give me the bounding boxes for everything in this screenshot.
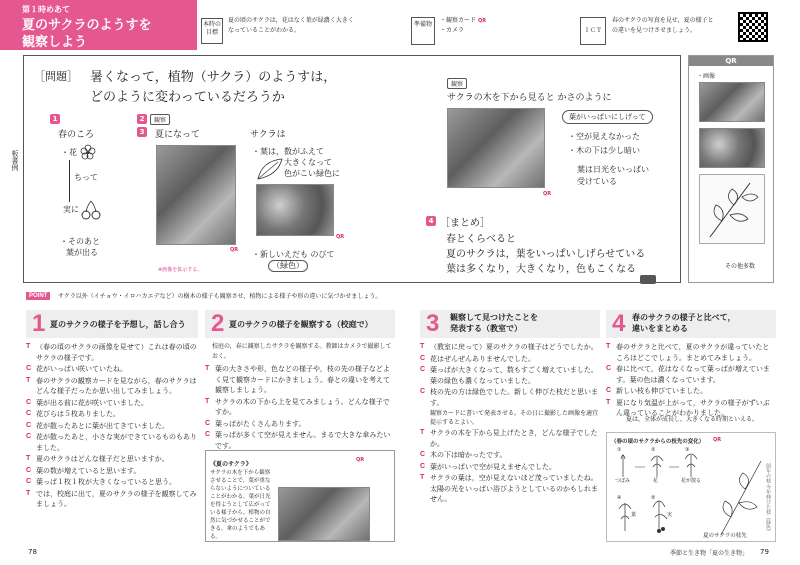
dim-label: ・木の下は少し暗い bbox=[568, 146, 640, 155]
speaker-label: C bbox=[26, 433, 32, 440]
fig-label-1: ① bbox=[617, 447, 622, 453]
dialogue-line bbox=[26, 466, 200, 477]
summer-tree-photo bbox=[156, 145, 236, 245]
summary-line-3: 葉は多くなり，大きくなり，色もこくなる bbox=[446, 264, 636, 275]
speaker-label: T bbox=[205, 365, 210, 372]
speaker-label: C bbox=[205, 431, 211, 438]
goal-text-2: なっていることがわかる。 bbox=[228, 27, 301, 34]
step-badge-4: 4 bbox=[426, 216, 436, 226]
prep-item-camera: ・カメラ bbox=[440, 27, 465, 34]
dialogue-line bbox=[420, 428, 600, 449]
point-label: POINT bbox=[26, 292, 50, 300]
speaker-label: C bbox=[420, 388, 426, 395]
observe-tag-2: 観察 bbox=[150, 114, 170, 125]
dialogue-line bbox=[26, 454, 200, 465]
dialogue-line bbox=[420, 387, 600, 408]
dialogue-line bbox=[606, 386, 776, 397]
dialogue-text: 春のサクラと比べて，夏のサクラが違っていたところはどこでしょう。まとめてみましょう。 bbox=[616, 343, 770, 362]
fig-sub-4: 葉 bbox=[631, 512, 637, 518]
dialogue-text: 葉っぱがたくさんあります。 bbox=[215, 419, 306, 428]
sky-label: ・空が見えなかった bbox=[568, 132, 640, 141]
teacher-note: 観察カードに書いて発表させる。その日に撮影した画像を適宜提示するとよい。 bbox=[430, 410, 599, 426]
qr-mark: QR bbox=[713, 437, 722, 443]
section-1-body bbox=[26, 342, 200, 511]
step-badge-2: 2 bbox=[137, 114, 147, 124]
section-3-title-1: 観察して見つけたことを bbox=[450, 313, 538, 322]
dialogue-line bbox=[26, 398, 200, 409]
qr-item-more: その他多数 bbox=[725, 263, 756, 270]
speaker-label: T bbox=[420, 343, 425, 350]
fig-label-5: ⑤ bbox=[651, 495, 656, 501]
dialogue-line bbox=[606, 342, 776, 363]
speaker-label: C bbox=[420, 354, 426, 362]
tree-note-bubble: 葉がいっぱいにしげって bbox=[562, 110, 653, 124]
dialogue-line bbox=[420, 473, 600, 505]
dialogue-line bbox=[606, 364, 776, 385]
tree-below-photo bbox=[447, 108, 545, 188]
section-4-title-2: 違いをまとめる bbox=[632, 324, 688, 333]
speaker-label: C bbox=[420, 451, 426, 458]
speaker-label: C bbox=[420, 462, 426, 470]
dialogue-line bbox=[26, 432, 200, 453]
dialogue-line bbox=[420, 450, 600, 461]
dialogue-text: では，校庭に出て，夏のサクラの様子を観察してみましょう。 bbox=[36, 489, 197, 508]
section-4-number: 4 bbox=[612, 310, 626, 337]
figure-drawing bbox=[611, 447, 773, 541]
dark-green-label: 色がこい緑色に bbox=[284, 169, 340, 178]
point-text: サクラ以外（イチョウ・イロハカエデなど）の樹木の様子も観察させ，植物による様子や形の違いに気づかせましょう。 bbox=[58, 293, 382, 300]
section-2-title: 夏のサクラの様子を観察する（校庭で） bbox=[229, 320, 373, 329]
speaker-label: C bbox=[26, 478, 32, 485]
speaker-label: C bbox=[26, 398, 32, 406]
qr-mark: QR bbox=[336, 234, 345, 240]
dialogue-line bbox=[26, 342, 200, 363]
dialogue-text: 春に比べて，花はなくなって葉っぱが増えています。葉の色は濃くなっています。 bbox=[616, 365, 770, 384]
dialogue-text: 花がいっぱい咲いていたね。 bbox=[36, 365, 127, 373]
dialogue-text: （教室に戻って）夏のサクラの様子はどうでしたか。 bbox=[430, 343, 598, 351]
lesson-title-2: 観察しよう bbox=[22, 35, 88, 50]
dialogue-line bbox=[420, 409, 600, 427]
dialogue-text: 木の下は暗かったです。 bbox=[430, 451, 507, 459]
speaker-label: T bbox=[26, 376, 31, 384]
speaker-label: C bbox=[205, 419, 211, 427]
section-2-intro: 校庭の，春に観察したサクラを観察する。教師はカメラで撮影しておく。 bbox=[212, 343, 392, 360]
dialogue-text: 春のサクラの観察カードを見ながら，春のサクラはどんな様子だったか思い出してみましょう。 bbox=[36, 376, 197, 395]
dialogue-line bbox=[420, 354, 600, 365]
speaker-label: C bbox=[420, 366, 426, 373]
dialogue-line bbox=[420, 342, 600, 353]
dialogue-text: サクラの木を下から見上げたとき，どんな様子でしたか。 bbox=[430, 429, 598, 448]
dialogue-text: 葉っぱが多くて空が見えません。まるで大きな傘みたいです。 bbox=[215, 431, 391, 450]
observe-tag: 観察 bbox=[447, 78, 467, 89]
step-badge-3: 3 bbox=[137, 127, 147, 137]
fig-side-label: 前年の枝 今年伸びた枝（緑色） bbox=[765, 463, 771, 535]
summary-label: ［まとめ］ bbox=[440, 218, 490, 229]
section-3-body bbox=[420, 342, 600, 506]
summer-sakura-box bbox=[205, 450, 395, 542]
sakura-is-label: サクラは bbox=[250, 130, 286, 140]
green-label: （緑色） bbox=[268, 260, 308, 272]
qr-thumb-2[interactable] bbox=[699, 128, 765, 168]
speaker-label: C bbox=[26, 466, 32, 474]
goal-label: 本時の目標 bbox=[201, 18, 223, 44]
photo-note: ※画像を拡示する。 bbox=[158, 267, 203, 273]
summer-title: 夏になって bbox=[155, 130, 201, 140]
qr-code-image[interactable] bbox=[738, 12, 768, 42]
dialogue-text: 新しい枝も伸びていました。 bbox=[616, 387, 707, 395]
speaker-label: T bbox=[26, 489, 31, 497]
dialogue-text: サクラの葉は，空が見えないほど茂っていましたね。太陽の光をいっぱい浴びようとしているのかもしれません。 bbox=[430, 474, 598, 503]
qr-thumb-1[interactable] bbox=[699, 82, 765, 122]
speaker-label: C bbox=[26, 365, 32, 372]
fig-caption: 夏のサクラの枝先 bbox=[703, 533, 747, 539]
fig-sub-1: つぼみ bbox=[615, 478, 631, 484]
section-3-title-2: 発表する（教室で） bbox=[450, 324, 522, 333]
leaf-icon bbox=[256, 157, 284, 181]
speaker-label: T bbox=[420, 474, 425, 481]
sun-label-1: 葉は日光をいっぱい bbox=[577, 165, 649, 174]
spring-title: 春のころ bbox=[58, 130, 95, 140]
dialogue-line bbox=[26, 364, 200, 375]
book-icon bbox=[640, 275, 656, 284]
box-tree-photo bbox=[278, 487, 370, 541]
scatter-label: ちって bbox=[74, 173, 98, 182]
section-4-body bbox=[606, 342, 776, 420]
branch-figure bbox=[606, 432, 776, 542]
dialogue-text: 花が散ったあとに葉が出てきていました。 bbox=[36, 421, 169, 430]
leaves-out-label: 葉が出る bbox=[66, 248, 98, 257]
leaves-closeup-photo bbox=[256, 184, 334, 236]
problem-label: ［問題］ bbox=[34, 70, 78, 83]
qr-mark: QR bbox=[477, 18, 487, 24]
section-1-number: 1 bbox=[32, 310, 46, 337]
after-label: ・そのあと bbox=[60, 237, 100, 246]
page-number-right: 79 bbox=[760, 548, 769, 556]
fig-sub-3: 花が散る bbox=[681, 478, 702, 484]
section-2-number: 2 bbox=[211, 310, 225, 337]
box-title: 《夏のサクラ》 bbox=[210, 461, 252, 468]
dialogue-text: 葉っぱが大きくなって，数もすごく増えていました。葉の緑色も濃くなっていました。 bbox=[430, 366, 598, 385]
qr-mark: QR bbox=[543, 191, 552, 197]
box-text: サクラの木を下から観察させることで，葉が重ならないようについていることがわかる。葉が日光を得ようとして広がっている様子から，植物の自然に気づかせることができる。傘のようでもある。 bbox=[210, 470, 271, 540]
dialogue-text: 夏のサクラはどんな様子だと思いますか。 bbox=[36, 455, 169, 463]
section-3-header bbox=[420, 310, 600, 338]
qr-panel bbox=[688, 55, 774, 283]
fruit-label: 実に bbox=[63, 205, 79, 214]
dialogue-text: 夏になり気温が上がって，サクラの様子がずいぶん違っていることがわかりました。 bbox=[616, 398, 770, 417]
dialogue-text: 花びらは５枚ありました。 bbox=[36, 410, 120, 418]
new-branch-label: ・新しいえだも のびて bbox=[252, 250, 335, 259]
ict-text-2: の違いを見つけさせましょう。 bbox=[612, 27, 697, 34]
dialogue-text: （春の頃のサクラの画像を見せて）これは春の頃のサクラの様子です。 bbox=[36, 343, 197, 362]
speaker-label: T bbox=[420, 429, 425, 436]
ict-text-1: 春のサクラの写真を見せ，夏の様子と bbox=[612, 17, 714, 24]
fig-sub-5: 実 bbox=[667, 512, 673, 518]
sun-label-2: 受けている bbox=[577, 177, 617, 186]
qr-item-image: ・画像 bbox=[697, 73, 716, 80]
speaker-label: C bbox=[606, 365, 612, 372]
dialogue-text: 花が散ったあと，小さな実ができているものもありました。 bbox=[36, 433, 197, 452]
goal-text-1: 夏の頃のサクラは，花はなく葉が緑濃く大きく bbox=[228, 17, 354, 24]
section-2-header bbox=[205, 310, 395, 338]
figure-title: （春の頃のサクラからの枝先の変化） bbox=[611, 439, 705, 445]
section-3-number: 3 bbox=[426, 310, 440, 337]
dialogue-text: 葉っぱ１枚１枚が大きくなっていると思う。 bbox=[36, 478, 176, 486]
page-number-left: 78 bbox=[28, 548, 37, 556]
qr-panel-title: QR bbox=[689, 56, 773, 66]
dialogue-line bbox=[420, 365, 600, 386]
fig-sub-2: 花 bbox=[653, 478, 659, 484]
qr-mark: QR bbox=[356, 457, 365, 463]
prep-item-card: ・観察カード QR bbox=[440, 17, 487, 24]
dialogue-line bbox=[26, 421, 200, 432]
observe-line: サクラの木を下から見ると かさのように bbox=[447, 93, 612, 103]
speaker-label: C bbox=[26, 421, 32, 429]
dialogue-text: サクラの木の下から上を見てみましょう。どんな様子ですか。 bbox=[215, 397, 390, 416]
problem-line-2: どのように変わっているだろうか bbox=[90, 90, 285, 105]
dialogue-line bbox=[205, 364, 395, 396]
flower-label: ・花 bbox=[61, 148, 77, 157]
dialogue-line bbox=[420, 462, 600, 473]
prep-label: 準備物 bbox=[411, 17, 435, 45]
cherry-icon bbox=[80, 200, 102, 220]
arrow-line bbox=[69, 160, 70, 202]
lesson-header bbox=[0, 0, 197, 50]
dialogue-line bbox=[26, 489, 200, 510]
leaves-more-label: ・葉は，数がふえて bbox=[252, 147, 324, 156]
dialogue-text: 花はぜんぜんありませんでした。 bbox=[430, 354, 535, 363]
qr-thumb-3[interactable] bbox=[699, 174, 765, 244]
qr-mark: QR bbox=[230, 247, 239, 253]
summary-line-1: 春とくらべると bbox=[446, 234, 516, 245]
problem-line-1: 暑くなって，植物（サクラ）のようすは， bbox=[90, 70, 337, 85]
section-4-title-1: 春のサクラの様子と比べて， bbox=[632, 313, 736, 322]
dialogue-line bbox=[205, 397, 395, 418]
section-4-note: 夏は，全体が成長し，大きくなる時期といえる。 bbox=[626, 416, 759, 423]
dialogue-line bbox=[205, 419, 395, 430]
summary-line-2: 夏のサクラは，葉をいっぱいしげらせている bbox=[446, 249, 646, 260]
dialogue-text: 葉がいっぱいで空が見えませんでした。 bbox=[430, 462, 556, 471]
dialogue-text: 枝の先の方は緑色でした。新しく伸びた枝だと思います。 bbox=[430, 388, 598, 407]
section-2-body bbox=[205, 364, 395, 452]
fig-label-4: ④ bbox=[617, 495, 622, 501]
dialogue-line bbox=[205, 430, 395, 451]
speaker-label: T bbox=[606, 343, 611, 350]
dialogue-text: 葉が出る前に花が咲いていました。 bbox=[36, 398, 148, 407]
dialogue-line bbox=[26, 376, 200, 397]
speaker-label: C bbox=[26, 410, 32, 417]
section-4-header bbox=[606, 310, 776, 338]
speaker-label: T bbox=[26, 455, 31, 462]
dialogue-text: 葉の大きさや形，色などの様子や，枝の先の様子などよく見て観察カードにかきましょう。春との違いを考えて観察しましょう。 bbox=[215, 365, 390, 394]
bigger-label: 大きくなって bbox=[284, 158, 332, 167]
dialogue-text: 葉の数が増えていると思います。 bbox=[36, 466, 141, 475]
fig-label-3: ③ bbox=[685, 447, 690, 453]
speaker-label: T bbox=[205, 397, 210, 405]
flower-icon bbox=[80, 144, 96, 160]
unit-label: 季節と生き物「夏の生き物」 bbox=[670, 550, 749, 557]
section-1-header bbox=[26, 310, 198, 338]
dialogue-line bbox=[26, 409, 200, 420]
board-side-label: 板書例 bbox=[11, 150, 19, 171]
ict-label: ＩＣＴ bbox=[580, 17, 606, 45]
dialogue-line bbox=[26, 477, 200, 488]
lesson-title-1: 夏のサクラのようすを bbox=[22, 18, 152, 33]
lesson-number: 第１時めあて bbox=[22, 5, 70, 14]
step-badge-1: 1 bbox=[50, 114, 60, 124]
speaker-label: C bbox=[606, 387, 612, 394]
fig-label-2: ② bbox=[651, 447, 656, 453]
speaker-label: T bbox=[606, 398, 611, 406]
speaker-label: T bbox=[26, 343, 31, 350]
section-1-title: 夏のサクラの様子を予想し，話し合う bbox=[50, 320, 186, 329]
